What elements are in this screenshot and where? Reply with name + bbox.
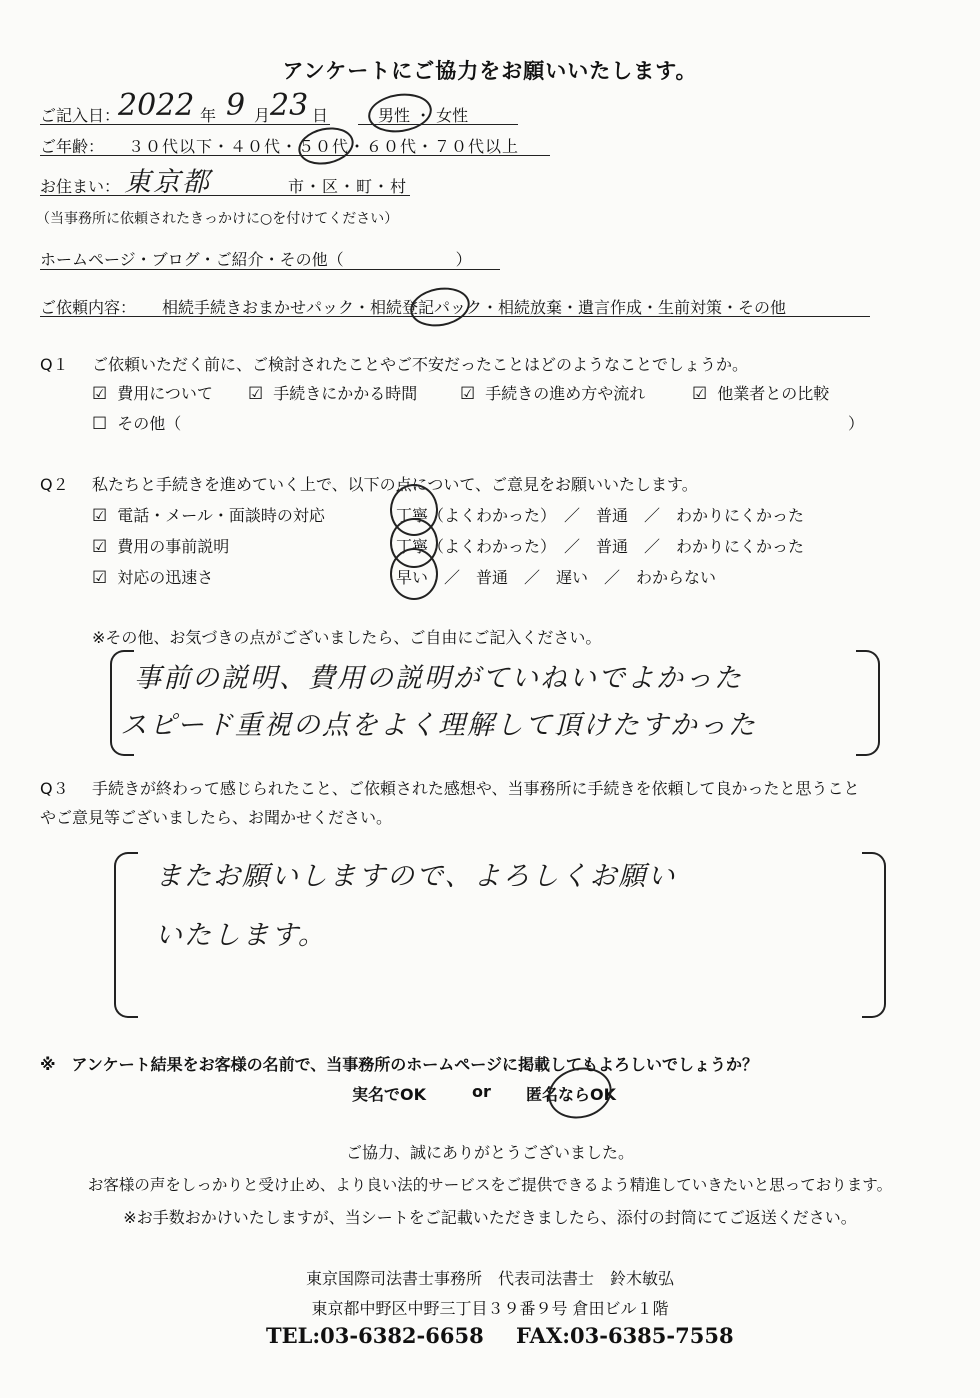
residence-underline bbox=[40, 195, 410, 196]
request-circle-mark bbox=[407, 283, 473, 331]
trigger-underline bbox=[40, 269, 500, 270]
request-underline bbox=[40, 316, 870, 317]
gender-underline bbox=[358, 124, 518, 125]
q2-speed-circle-mark bbox=[390, 548, 438, 600]
date-label: ご記入日： bbox=[40, 106, 121, 125]
age-circle-mark bbox=[295, 123, 357, 170]
q2-scale-contact: 丁寧（よくわかった） ／ 普通 ／ わかりにくかった bbox=[396, 506, 805, 525]
q1-other-close: ） bbox=[848, 414, 865, 433]
publish-question: ※ アンケート結果をお客様の名前で、当事務所のホームページに掲載してもよろしいでしょうか？ bbox=[40, 1055, 758, 1074]
publish-option-anonymous: 匿名ならOK bbox=[526, 1085, 617, 1104]
office-fax: FAX:03-6385-7558 bbox=[516, 1323, 734, 1348]
q2-free-prompt: ※その他、お気づきの点がございましたら、ご自由にご記入ください。 bbox=[92, 628, 602, 647]
q2-scale-cost-explain: 丁寧（よくわかった） ／ 普通 ／ わかりにくかった bbox=[396, 537, 805, 556]
gender-options: 男性 ・ 女性 bbox=[378, 106, 469, 125]
checkbox-checked-icon: ☑ bbox=[460, 384, 476, 404]
q1-option-process: ☑ 手続きの進め方や流れ bbox=[460, 384, 646, 404]
age-options: ３０代以下・４０代・５０代・６０代・７０代以上 bbox=[128, 137, 520, 156]
request-options: 相続手続きおまかせパック・相続登記パック・相続放棄・遺言作成・生前対策・その他 bbox=[162, 298, 787, 317]
trigger-note: （当事務所に依頼されたきっかけに○を付けてください） bbox=[36, 211, 399, 227]
year-unit: 年 bbox=[200, 106, 217, 125]
thanks-line1: ご協力、誠にありがとうございました。 bbox=[345, 1143, 634, 1162]
publish-or: or bbox=[472, 1082, 491, 1101]
q2-item-contact: ☑ 電話・メール・面談時の対応 bbox=[92, 506, 325, 526]
trigger-options: ホームページ・ブログ・ご紹介・その他（ ） bbox=[40, 250, 472, 269]
checkbox-checked-icon: ☑ bbox=[248, 384, 264, 404]
q1-option-cost: ☑ 費用について bbox=[92, 384, 213, 404]
office-address: 東京都中野区中野三丁目３９番９号 倉田ビル１階 bbox=[311, 1299, 669, 1318]
residence-label: お住まい： bbox=[40, 177, 121, 196]
age-label: ご年齢： bbox=[40, 137, 105, 156]
checkbox-checked-icon: ☑ bbox=[92, 537, 108, 557]
residence-value: 東京都 bbox=[124, 167, 211, 198]
q3-answer-line2: いたします。 bbox=[155, 920, 327, 951]
office-tel: TEL:03-6382-6658 bbox=[266, 1323, 484, 1348]
checkbox-empty-icon: ☐ bbox=[92, 414, 108, 434]
age-underline bbox=[40, 155, 550, 156]
thanks-line2: お客様の声をしっかりと受け止め、より良い法的サービスをご提供できるよう精進していきたいと思っております。 bbox=[87, 1176, 893, 1194]
request-label: ご依頼内容： bbox=[40, 298, 137, 317]
day-unit: 日 bbox=[312, 106, 329, 125]
residence-units: 市・区・町・村 bbox=[288, 177, 408, 196]
month-unit: 月 bbox=[254, 106, 271, 125]
q1-option-compare: ☑ 他業者との比較 bbox=[692, 384, 830, 404]
q1-option-time: ☑ 手続きにかかる時間 bbox=[248, 384, 418, 404]
q2-scale-speed: 早い ／ 普通 ／ 遅い ／ わからない bbox=[396, 568, 717, 587]
thanks-line3: ※お手数おかけいたしますが、当シートをご記載いただきましたら、添付の封筒にてご返送ください。 bbox=[123, 1208, 857, 1227]
q3-question-line2: やご意見等ございましたら、お聞かせください。 bbox=[40, 808, 393, 827]
q2-number: Q２ bbox=[40, 475, 69, 494]
q2-answer-line2: スピード重視の点をよく理解して頂けたすかった bbox=[120, 710, 757, 741]
q1-option-other: ☐ その他（ bbox=[92, 414, 182, 434]
q3-question-line1: 手続きが終わって感じられたこと、ご依頼された感想や、当事務所に手続きを依頼して良かったと思うこと bbox=[92, 779, 860, 798]
entry-year: 2022 bbox=[118, 88, 195, 123]
q1-number: Q１ bbox=[40, 355, 69, 374]
checkbox-checked-icon: ☑ bbox=[92, 384, 108, 404]
survey-title: アンケートにご協力をお願いいたします。 bbox=[282, 59, 698, 83]
q1-question: ご依頼いただく前に、ご検討されたことやご不安だったことはどのようなことでしょうか。 bbox=[92, 355, 749, 374]
checkbox-checked-icon: ☑ bbox=[92, 506, 108, 526]
office-name: 東京国際司法書士事務所 代表司法書士 鈴木敏弘 bbox=[305, 1269, 674, 1288]
q2-answer-line1: 事前の説明、費用の説明がていねいでよかった bbox=[134, 663, 743, 694]
gender-circle-mark bbox=[366, 90, 435, 137]
checkbox-checked-icon: ☑ bbox=[692, 384, 708, 404]
q2-question: 私たちと手続きを進めていく上で、以下の点について、ご意見をお願いいたします。 bbox=[92, 475, 698, 494]
checkbox-checked-icon: ☑ bbox=[92, 568, 108, 588]
entry-day: 23 bbox=[270, 88, 309, 123]
date-underline bbox=[40, 124, 330, 125]
publish-option-real-name: 実名でOK bbox=[352, 1085, 427, 1104]
q2-item-speed: ☑ 対応の迅速さ bbox=[92, 568, 214, 588]
entry-month: 9 bbox=[226, 88, 246, 123]
q3-number: Q３ bbox=[40, 779, 69, 798]
q3-answer-line1: またお願いしますので、よろしくお願い bbox=[155, 861, 677, 892]
q2-item-cost-explain: ☑ 費用の事前説明 bbox=[92, 537, 230, 557]
